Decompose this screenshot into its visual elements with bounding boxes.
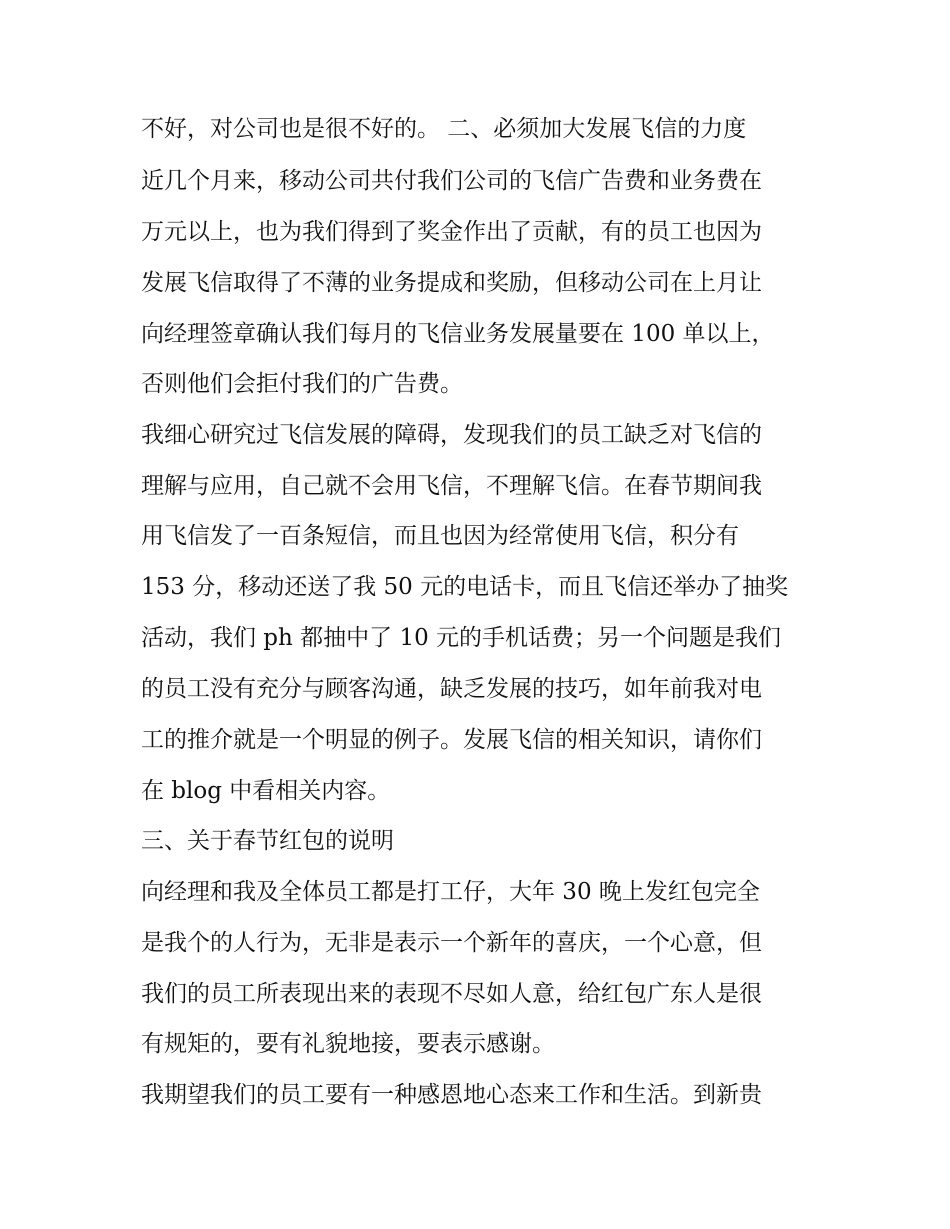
text-line: 活动，我们 ph 都抽中了 10 元的手机话费；另一个问题是我们	[141, 625, 782, 651]
text-line: 发展飞信取得了不薄的业务提成和奖励，但移动公司在上月让	[141, 270, 762, 296]
text-line: 我细心研究过飞信发展的障碍，发现我们的员工缺乏对飞信的	[141, 422, 762, 448]
section-heading: 三、关于春节红包的说明	[141, 828, 394, 854]
text-line: 我期望我们的员工要有一种感恩地心态来工作和生活。到新贵	[141, 1082, 762, 1108]
text-line: 向经理签章确认我们每月的飞信业务发展量要在 100 单以上，	[141, 321, 775, 347]
text-line: 工的推介就是一个明显的例子。发展飞信的相关知识，请你们	[141, 727, 762, 753]
text-line: 有规矩的，要有礼貌地接，要表示感谢。	[141, 1031, 555, 1057]
text-line: 的员工没有充分与顾客沟通，缺乏发展的技巧，如年前我对电	[141, 676, 762, 702]
text-line: 理解与应用，自己就不会用飞信，不理解飞信。在春节期间我	[141, 473, 762, 499]
text-line: 近几个月来，移动公司共付我们公司的飞信广告费和业务费在	[141, 168, 762, 194]
text-line: 向经理和我及全体员工都是打工仔，大年 30 晚上发红包完全	[141, 879, 760, 905]
text-line: 不好，对公司也是很不好的。 二、必须加大发展飞信的力度	[141, 116, 747, 142]
text-line: 万元以上，也为我们得到了奖金作出了贡献，有的员工也因为	[141, 219, 762, 245]
text-line: 153 分，移动还送了我 50 元的电话卡，而且飞信还举办了抽奖	[141, 574, 789, 600]
text-line: 我们的员工所表现出来的表现不尽如人意，给红包广东人是很	[141, 981, 762, 1007]
text-line: 是我个的人行为，无非是表示一个新年的喜庆，一个心意，但	[141, 930, 762, 956]
text-line: 否则他们会拒付我们的广告费。	[141, 371, 463, 397]
text-line: 用飞信发了一百条短信，而且也因为经常使用飞信，积分有	[141, 523, 739, 549]
text-line: 在 blog 中看相关内容。	[141, 778, 391, 804]
